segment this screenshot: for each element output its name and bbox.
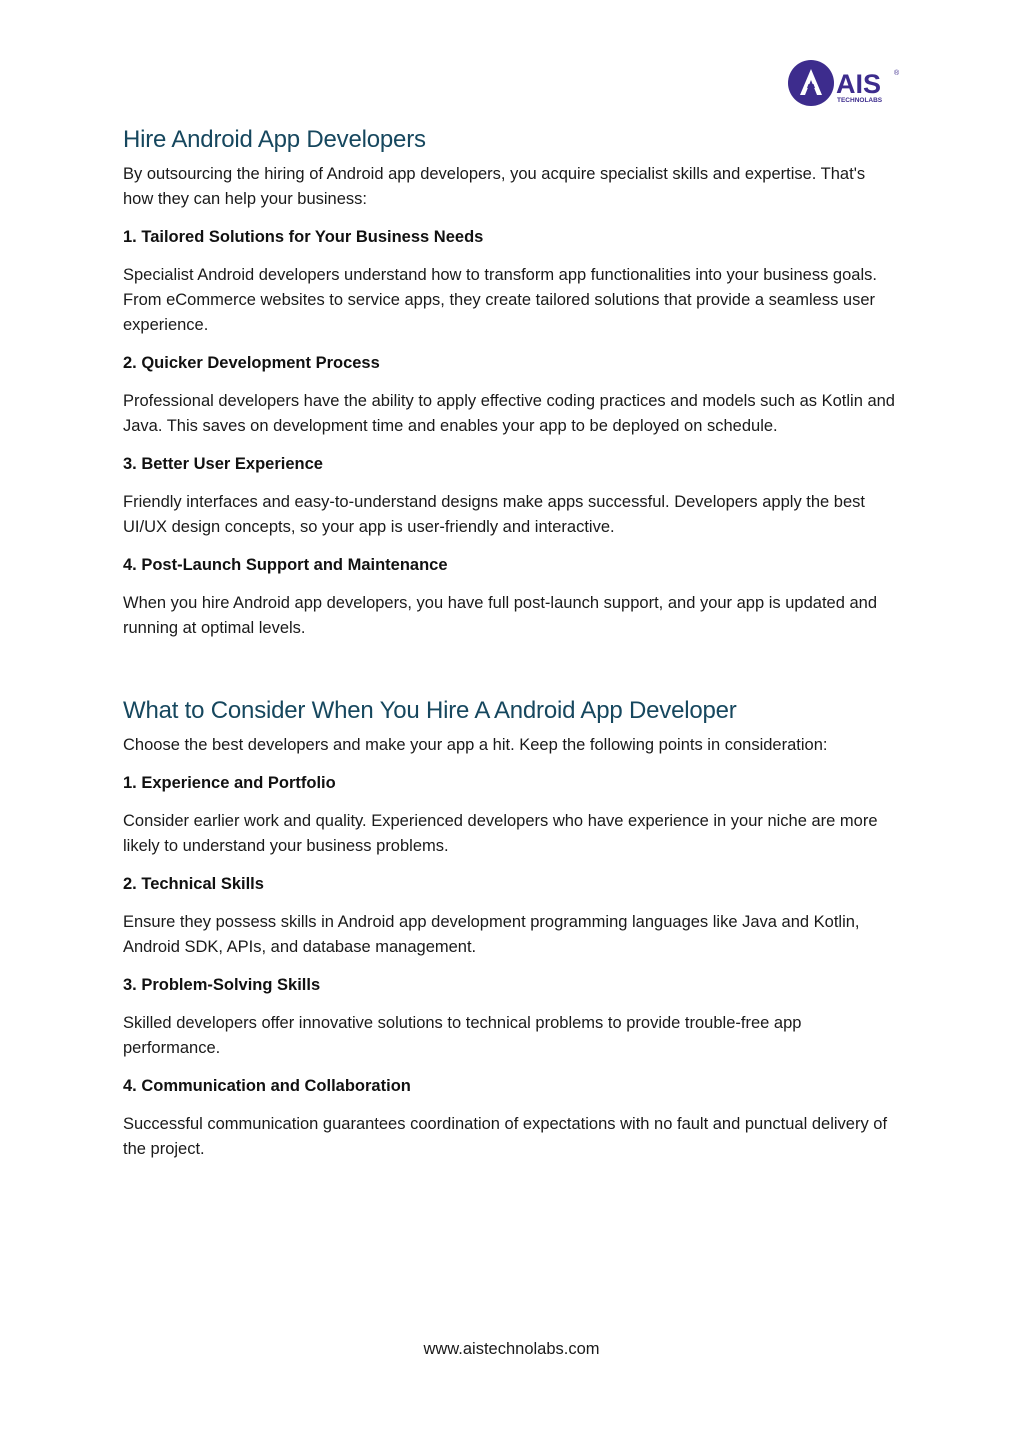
document-body [123,124,899,1175]
point-text: Successful communication guarantees coordination of expectations with no fault and punctual delivery of the project. [123,1115,888,1158]
point-text: Specialist Android developers understand how to transform app functionalities into your business goals. From eCommerce websites to service apps, they create tailored solutions that provide a seamless user experience. [123,266,877,334]
section-intro: By outsourcing the hiring of Android app developers, you acquire specialist skills and expertise. That's how they can help your business: [123,165,866,208]
point-heading: 1. Experience and Portfolio [123,774,336,792]
point-heading: 2. Quicker Development Process [123,354,380,372]
section-title-hire: Hire Android App Developers [123,126,426,153]
point-text: Consider earlier work and quality. Experienced developers who have experience in your niche are more likely to understand your business problems. [123,812,878,855]
logo-name: AIS [836,69,882,99]
point-text: When you hire Android app developers, you have full post-launch support, and your app is updated and running at optimal levels. [123,594,878,637]
point-heading: 3. Problem-Solving Skills [123,976,321,994]
point-heading: 4. Communication and Collaboration [123,1077,411,1095]
point-text: Skilled developers offer innovative solutions to technical problems to provide trouble-free app performance. [123,1014,802,1057]
point-heading: 2. Technical Skills [123,875,264,893]
logo-registered: ® [894,70,900,77]
company-logo [786,58,902,108]
ais-logo-icon [786,58,902,108]
point-heading: 3. Better User Experience [123,455,323,473]
section-title-consider: What to Consider When You Hire A Android App Developer [123,697,737,724]
point-heading: 1. Tailored Solutions for Your Business Needs [123,228,484,246]
logo-subtitle: TECHNOLABS [837,97,883,104]
point-text: Professional developers have the ability to apply effective coding practices and models such as Kotlin and Java. This saves on development time and enables your app to be deployed on schedule. [123,392,895,435]
point-text: Ensure they possess skills in Android app development programming languages like Java and Kotlin, Android SDK, APIs, and database management. [123,913,860,956]
section-intro: Choose the best developers and make your app a hit. Keep the following points in consideration: [123,736,828,754]
footer-website-url: www.aistechnolabs.com [423,1340,600,1358]
point-text: Friendly interfaces and easy-to-understand designs make apps successful. Developers apply the best UI/UX design concepts, so your app is user-friendly and interactive. [123,493,865,536]
point-heading: 4. Post-Launch Support and Maintenance [123,556,448,574]
